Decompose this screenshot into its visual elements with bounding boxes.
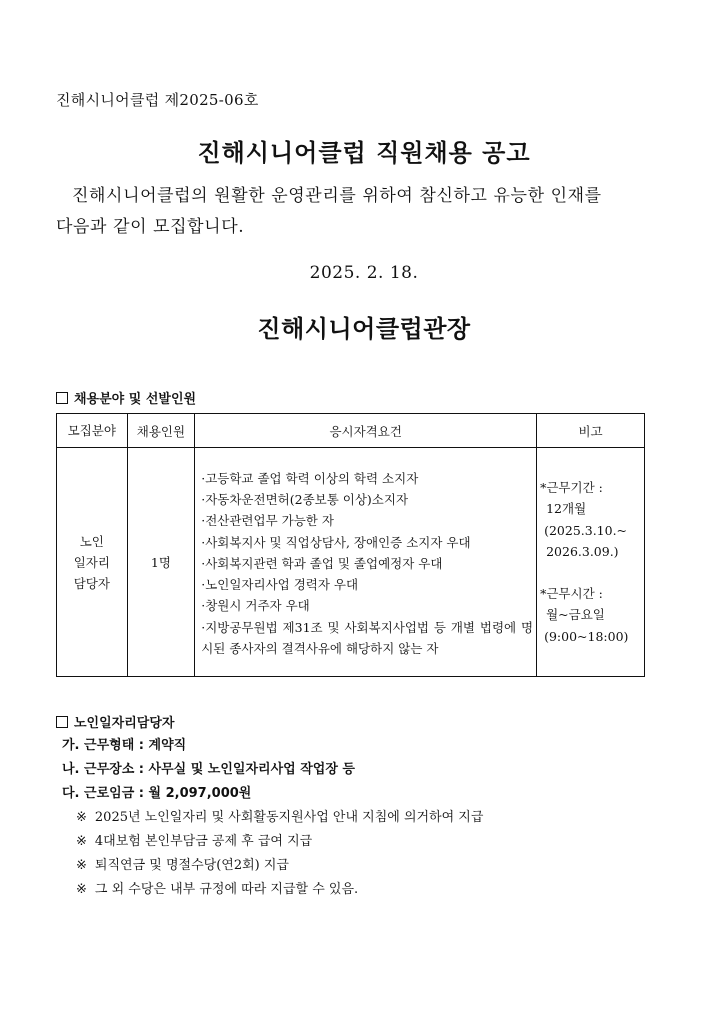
field-line: 노인 [79, 533, 104, 549]
table-row [57, 448, 645, 677]
detail-item: 다. 근로임금 : 월 2,097,000원 [62, 786, 252, 801]
note-text: 그 외 수당은 내부 규정에 따라 지급할 수 있음. [94, 882, 359, 897]
checkbox-square-icon [56, 392, 68, 404]
requirements-list [195, 465, 536, 660]
wage-notes [76, 806, 483, 902]
requirement-item: ·전산관련업무 가능한 자 [201, 513, 334, 529]
notes-block [537, 477, 644, 647]
table-header-row [57, 414, 645, 448]
intro-line-2: 다음과 같이 모집합니다. [56, 217, 245, 237]
note-period-range: 2026.3.09.) [546, 543, 619, 559]
recruitment-table [56, 413, 645, 677]
note-period-label: *근무기간 : [540, 479, 603, 495]
note-hours-time: (9:00~18:00) [544, 628, 629, 644]
section-title: 노인일자리담당자 [74, 716, 175, 731]
cell-requirements [195, 448, 537, 677]
section-title: 채용분야 및 선발인원 [74, 392, 197, 407]
requirement-item: ·자동차운전면허(2종보통 이상)소지자 [201, 491, 409, 507]
note-item [76, 878, 483, 902]
note-period-range: (2025.3.10.~ [544, 522, 628, 538]
header-field: 모집분야 [57, 414, 128, 448]
header-count: 채용인원 [127, 414, 195, 448]
header-requirements: 응시자격요건 [195, 414, 537, 448]
requirement-item: ·노인일자리사업 경력자 우대 [201, 577, 359, 593]
requirement-item: ·창원시 거주자 우대 [201, 598, 310, 614]
field-line: 일자리 [73, 554, 110, 570]
note-text: 2025년 노인일자리 및 사회활동지원사업 안내 지침에 의거하여 지급 [94, 810, 484, 825]
position-details [62, 734, 355, 806]
note-hours-label: *근무시간 : [540, 586, 603, 602]
note-text: 4대보험 본인부담금 공제 후 급여 지급 [94, 834, 313, 849]
intro-line-1: 진해시니어클럽의 원활한 운영관리를 위하여 참신하고 유능한 인재를 [72, 186, 602, 206]
cell-notes [537, 448, 645, 677]
requirement-item: ·사회복지관련 학과 졸업 및 졸업예정자 우대 [201, 555, 443, 571]
page-title: 진해시니어클럽 직원채용 공고 [197, 138, 531, 167]
requirement-item: ·고등학교 졸업 학력 이상의 학력 소지자 [201, 470, 419, 486]
field-line: 담당자 [73, 575, 110, 591]
document-number: 진해시니어클럽 제2025-06호 [56, 91, 259, 109]
reference-mark-icon: ※ [76, 834, 87, 849]
section-heading-position [56, 712, 174, 731]
note-item [76, 830, 483, 854]
note-period-value: 12개월 [546, 501, 587, 517]
header-notes: 비고 [537, 414, 645, 448]
checkbox-square-icon [56, 716, 68, 728]
cell-count: 1명 [127, 448, 195, 677]
note-hours-days: 월~금요일 [546, 607, 605, 623]
note-spacer [540, 562, 644, 583]
note-item [76, 806, 483, 830]
note-text: 퇴직연금 및 명절수당(연2회) 지급 [94, 858, 289, 873]
cell-field [57, 448, 128, 677]
reference-mark-icon: ※ [76, 810, 87, 825]
requirement-item: ·지방공무원법 제31조 및 사회복지사업법 등 개별 법령에 명시된 종사자의 결격사유에 해당하지 않는 자 [201, 619, 534, 657]
reference-mark-icon: ※ [76, 882, 87, 897]
note-item [76, 854, 483, 878]
detail-item: 가. 근무형태 : 계약직 [62, 738, 187, 753]
section-heading-recruitment [56, 388, 196, 407]
issuer-name: 진해시니어클럽관장 [257, 314, 471, 343]
requirement-item: ·사회복지사 및 직업상담사, 장애인증 소지자 우대 [201, 534, 471, 550]
detail-item: 나. 근무장소 : 사무실 및 노인일자리사업 작업장 등 [62, 762, 355, 777]
announcement-date: 2025. 2. 18. [309, 263, 419, 283]
reference-mark-icon: ※ [76, 858, 87, 873]
